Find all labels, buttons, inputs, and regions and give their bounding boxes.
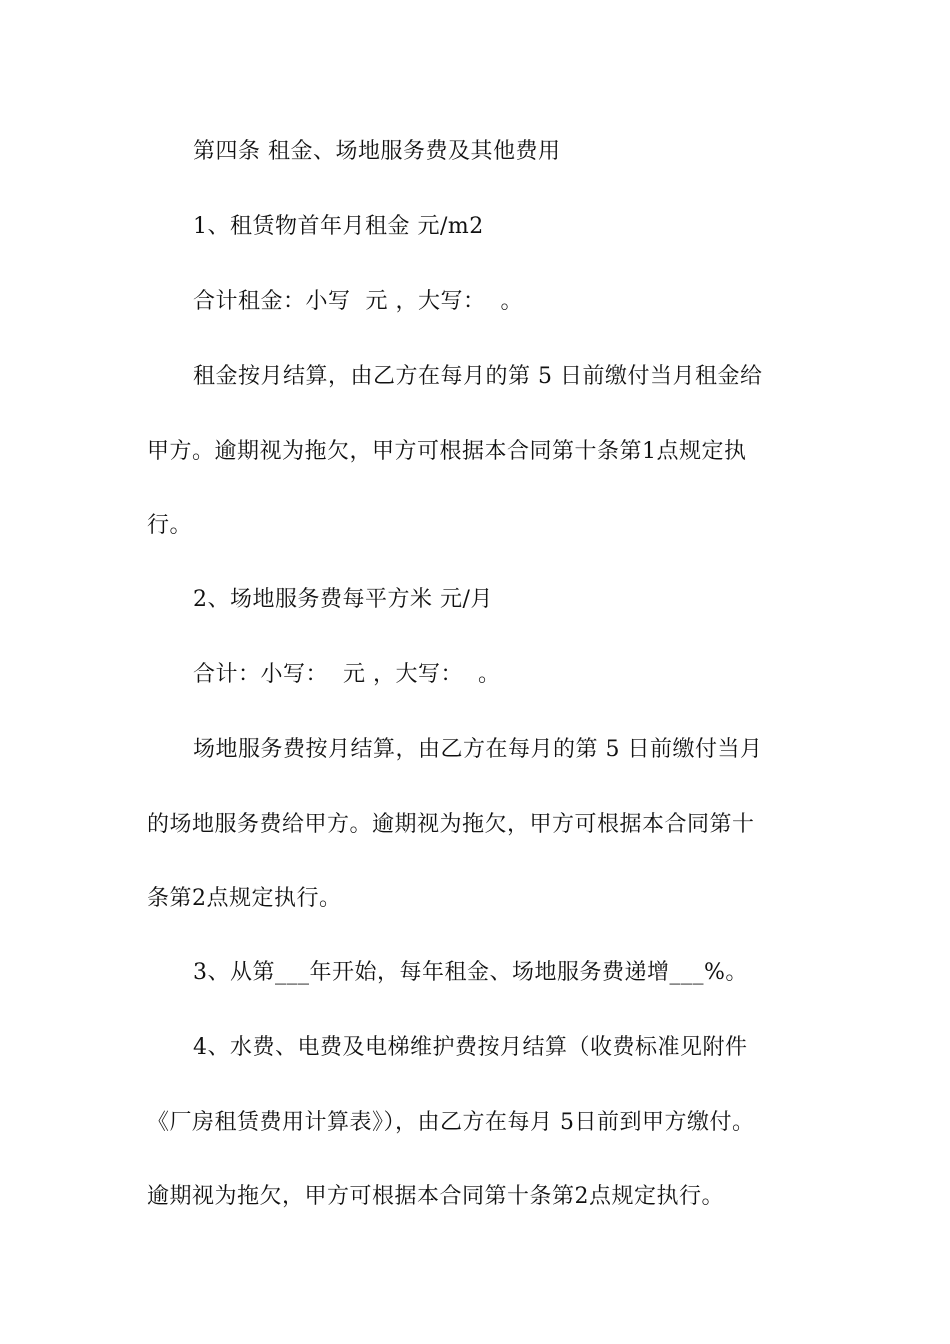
clause-3-increase: 3、从第___年开始，每年租金、场地服务费递增___%。 xyxy=(193,960,748,985)
clause-4-utilities: 4、水费、电费及电梯维护费按月结算（收费标准见附件 xyxy=(193,1035,748,1060)
clause-1-settlement: 租金按月结算，由乙方在每月的第 5 日前缴付当月租金给 xyxy=(193,364,763,389)
clause-4-utilities-end: 逾期视为拖欠，甲方可根据本合同第十条第2点规定执行。 xyxy=(147,1184,724,1209)
clause-2-service-fee: 2、场地服务费每平方米 元/月 xyxy=(193,587,493,612)
clause-2-settlement: 场地服务费按月结算，由乙方在每月的第 5 日前缴付当月 xyxy=(193,737,763,762)
clause-1-settlement-end: 行。 xyxy=(147,513,193,538)
article-heading: 第四条 租金、场地服务费及其他费用 xyxy=(193,139,561,164)
clause-1-total: 合计租金：小写 元 ，大写： 。 xyxy=(193,289,523,314)
clause-1-rent: 1、租赁物首年月租金 元/m2 xyxy=(193,214,484,239)
clause-1-settlement-cont: 甲方。逾期视为拖欠，甲方可根据本合同第十条第1点规定执 xyxy=(147,439,747,464)
clause-2-settlement-cont: 的场地服务费给甲方。逾期视为拖欠，甲方可根据本合同第十 xyxy=(147,812,755,837)
clause-4-utilities-cont: 《厂房租赁费用计算表》），由乙方在每月 5日前到甲方缴付。 xyxy=(147,1110,755,1135)
clause-2-settlement-end: 条第2点规定执行。 xyxy=(147,886,342,911)
clause-2-total: 合计：小写： 元 ，大写： 。 xyxy=(193,662,501,687)
